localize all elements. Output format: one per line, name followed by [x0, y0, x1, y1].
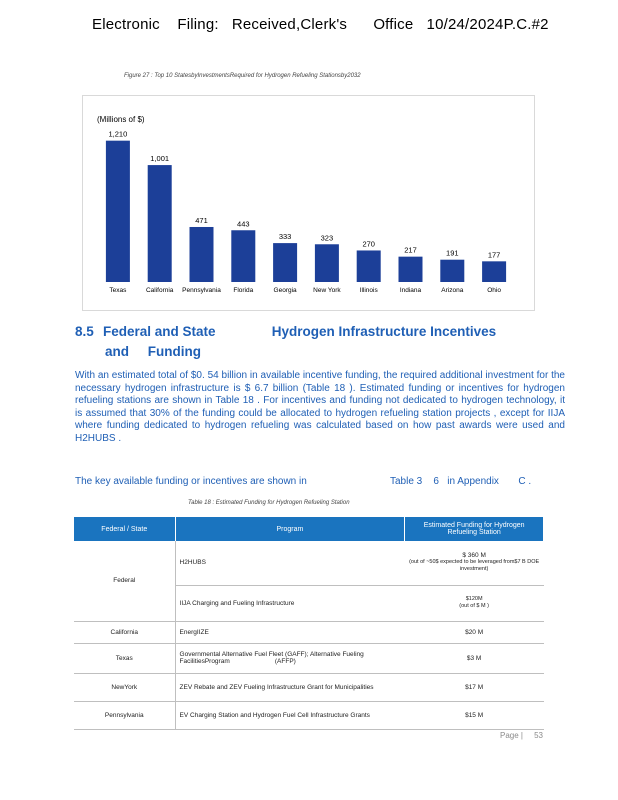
data-label: 1,210	[108, 129, 128, 139]
data-label: 323	[320, 233, 334, 243]
bar-new-york	[315, 244, 339, 282]
cell-state: NewYork	[74, 673, 175, 701]
table-row	[74, 673, 544, 701]
cell-amount	[405, 541, 544, 585]
cell-amount: $3 M	[405, 643, 544, 673]
table-header-row	[74, 517, 544, 541]
cell-program: ZEV Rebate and ZEV Fueling Infrastructure Grant for Municipalities	[175, 673, 405, 701]
col-header-state: Federal / State	[74, 517, 175, 541]
x-tick-label: California	[145, 287, 174, 294]
table-row	[74, 541, 544, 585]
bar-ohio	[482, 261, 506, 282]
section-number: 8.5	[75, 324, 94, 339]
table-row	[74, 701, 544, 729]
document-header: Electronic Filing: Received,Clerk's Office 10/24/2024P.C.#2	[92, 16, 549, 33]
cell-program: H2HUBS	[175, 541, 405, 585]
section-heading	[75, 322, 535, 362]
cell-program: Governmental Alternative Fuel Fleet (GAFF); Alternative Fueling FacilitiesProgram (AFFP)	[175, 643, 405, 673]
table-row	[74, 643, 544, 673]
figure-caption: Figure 27 : Top 10 StatesbyInvestmentsRequired for Hydrogen Refueling Stationsby2032	[124, 73, 361, 79]
data-label: 177	[487, 250, 501, 260]
bar-indiana	[399, 257, 423, 282]
bar-chart	[83, 96, 534, 310]
x-tick-label: Florida	[233, 287, 254, 294]
cell-program: EnergIIZE	[175, 621, 405, 643]
x-tick-label: Indiana	[399, 287, 422, 294]
bar-pennsylvania	[190, 227, 214, 282]
cell-state: California	[74, 621, 175, 643]
paragraph-appendix-reference: The key available funding or incentives are shown in Table 3 6 in Appendix C .	[75, 476, 532, 487]
cell-amount: $15 M	[405, 701, 544, 729]
y-axis-label: (Millions of $)	[97, 115, 145, 124]
section-title-line1: Federal and State Hydrogen Infrastructure Incentives	[103, 324, 497, 339]
amount-note: (out of $ M )	[459, 603, 489, 609]
bar-arizona	[440, 260, 464, 282]
page-number: Page | 53	[500, 731, 543, 740]
cell-state: Texas	[74, 643, 175, 673]
x-tick-label: New York	[313, 287, 341, 294]
cell-state: Federal	[74, 541, 175, 621]
x-tick-label: Arizona	[441, 287, 464, 294]
x-tick-label: Georgia	[273, 287, 297, 294]
section-title-line2: and Funding	[105, 344, 201, 359]
funding-table	[74, 517, 544, 730]
amount-value: $120M	[465, 596, 483, 602]
cell-amount: $17 M	[405, 673, 544, 701]
x-tick-label: Texas	[109, 287, 127, 294]
cell-state: Pennsylvania	[74, 701, 175, 729]
col-header-program: Program	[175, 517, 405, 541]
bar-illinois	[357, 250, 381, 282]
cell-amount	[405, 585, 544, 621]
bar-texas	[106, 141, 130, 282]
data-label: 333	[278, 232, 292, 242]
data-label: 191	[446, 248, 459, 258]
data-label: 471	[195, 215, 208, 225]
bar-georgia	[273, 243, 297, 282]
amount-note: (out of ~50$ expected to be leveraged from$7 B DOE investment)	[409, 559, 540, 573]
cell-program: IIJA Charging and Fueling Infrastructure	[175, 585, 405, 621]
table-caption: Table 18 : Estimated Funding for Hydrogen Refueling Station	[188, 500, 350, 506]
x-tick-label: Illinois	[359, 287, 378, 294]
table-row	[74, 621, 544, 643]
bar-california	[148, 165, 172, 282]
data-label: 217	[404, 245, 417, 255]
data-label: 443	[237, 219, 250, 229]
paragraph-funding-summary: With an estimated total of $0. 54 billion in available incentive funding, the required additional investment for the necessary hydrogen infrastructure is $ 6.7 billion (Table 18 ). Estimated funding or incentives for hydrogen refueling stations are shown in Table 18 . For incentives and funding not dedicated to hydrogen technology, it is assumed that 30% of the funding could be allocated to hydrogen refueling station projects , except for IIJA where funding dedicated to hydrogen refueling was calculated based on how past awards were used and H2HUBS .	[75, 370, 565, 444]
cell-amount: $20 M	[405, 621, 544, 643]
bar-chart-container	[82, 95, 535, 311]
col-header-amount: Estimated Funding for Hydrogen Refueling Station	[405, 517, 544, 541]
x-tick-label: Ohio	[487, 287, 501, 294]
cell-program: EV Charging Station and Hydrogen Fuel Cell Infrastructure Grants	[175, 701, 405, 729]
data-label: 270	[362, 239, 375, 249]
amount-value: $ 360 M	[462, 552, 486, 560]
x-tick-label: Pennsylvania	[182, 287, 221, 294]
data-label: 1,001	[150, 154, 170, 164]
bar-florida	[231, 230, 255, 282]
